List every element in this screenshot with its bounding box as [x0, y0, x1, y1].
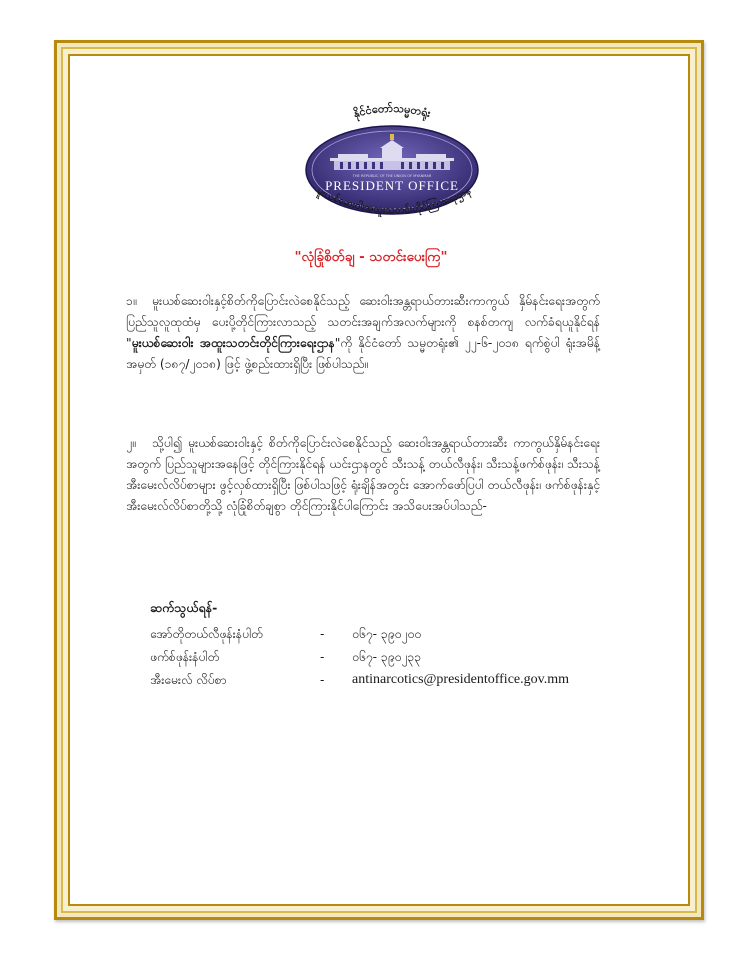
president-office-logo — [286, 96, 498, 244]
fax-number: ၀၆၇- ၃၉၀၂၃၃ — [352, 650, 422, 664]
phone-number: ၀၆၇- ၃၉၀၂၀၀ — [352, 627, 422, 641]
contact-label: အော်တိုတယ်လီဖုန်းနံပါတ် — [150, 627, 263, 641]
logo-small-caption: THE REPUBLIC OF THE UNION OF MYANMAR — [352, 174, 432, 178]
email-address[interactable]: antinarcotics@presidentoffice.gov.mm — [352, 672, 569, 687]
logo-bottom-arc-text: မူးယစ်ဆေးဝါးအထူးသတင်းတိုင်ကြားရေးဌာန — [315, 185, 473, 217]
logo-office-name: PRESIDENT OFFICE — [325, 178, 459, 193]
paragraph-text-continued: "ကို နိုင်ငံတော် သမ္မတရုံး၏ ၂၂-၆-၂၀၁၈ ရက်စွဲပါ ရုံးအမိန့်အမှတ် (၁၈၇/၂၀၁၈) ဖြင့် ဖွဲ့စည်းထားရှိပြီး ဖြစ်ပါသည်။ — [126, 336, 600, 371]
contact-title: ဆက်သွယ်ရန်- — [150, 600, 218, 615]
contact-separator: - — [320, 650, 325, 664]
paragraph-1 — [126, 291, 600, 375]
paragraph-text: သို့ပါ၍ မူးယစ်ဆေးဝါးနှင့် စိတ်ကိုပြောင်းလဲစေနိုင်သည့် ဆေးဝါးအန္တရာယ်တားဆီး ကာကွယ်နှိမ်နင်းရေးအတွက် ပြည်သူများအနေဖြင့် တိုင်ကြားနိုင်ရန် ယင်းဌာနတွင် သီးသန့် တယ်လီဖုန်း၊ သီးသန့်ဖက်စ်ဖုန်း၊ သီးသန့်အီးမေးလ်လိပ်စာများ ဖွင့်လှစ်ထားရှိပြီး ဖြစ်ပါသဖြင့် ရုံးချိန်အတွင်း အောက်ဖော်ပြပါ တယ်လီဖုန်း၊ ဖက်စ်ဖုန်းနှင့် အီးမေးလ်လိပ်စာတို့သို့ လုံခြုံစိတ်ချစွာ တိုင်ကြားနိုင်ပါကြောင်း အသိပေးအပ်ပါသည်- — [126, 436, 600, 513]
contact-label: အီးမေးလ် လိပ်စာ — [150, 673, 227, 687]
contact-separator: - — [320, 673, 325, 687]
contact-separator: - — [320, 627, 325, 641]
contact-label: ဖက်စ်ဖုန်းနံပါတ် — [150, 650, 220, 664]
paragraph-text: မူးယစ်ဆေးဝါးနှင့်စိတ်ကိုပြောင်းလဲစေနိုင်သည့် ဆေးဝါးအန္တရာယ်တားဆီးကာကွယ် နှိမ်နင်းရေးအတွက် ပြည်သူလူထုထံမှ ပေးပို့တိုင်ကြားလာသည့် သတင်းအချက်အလက်များကို စနစ်တကျ လက်ခံရယူနိုင်ရန် " — [126, 294, 600, 350]
paragraph-number: ၂။ — [126, 436, 136, 450]
paragraph-number: ၁။ — [126, 294, 137, 308]
paragraph-2 — [126, 433, 600, 517]
logo-top-arc-text: နိုင်ငံတော်သမ္မတရုံး — [352, 101, 432, 121]
department-name-bold: မူးယစ်ဆေးဝါး အထူးသတင်းတိုင်ကြားရေးဌာန — [131, 336, 335, 350]
tagline: "လုံခြုံစိတ်ချ - သတင်းပေးကြ" — [294, 249, 448, 265]
